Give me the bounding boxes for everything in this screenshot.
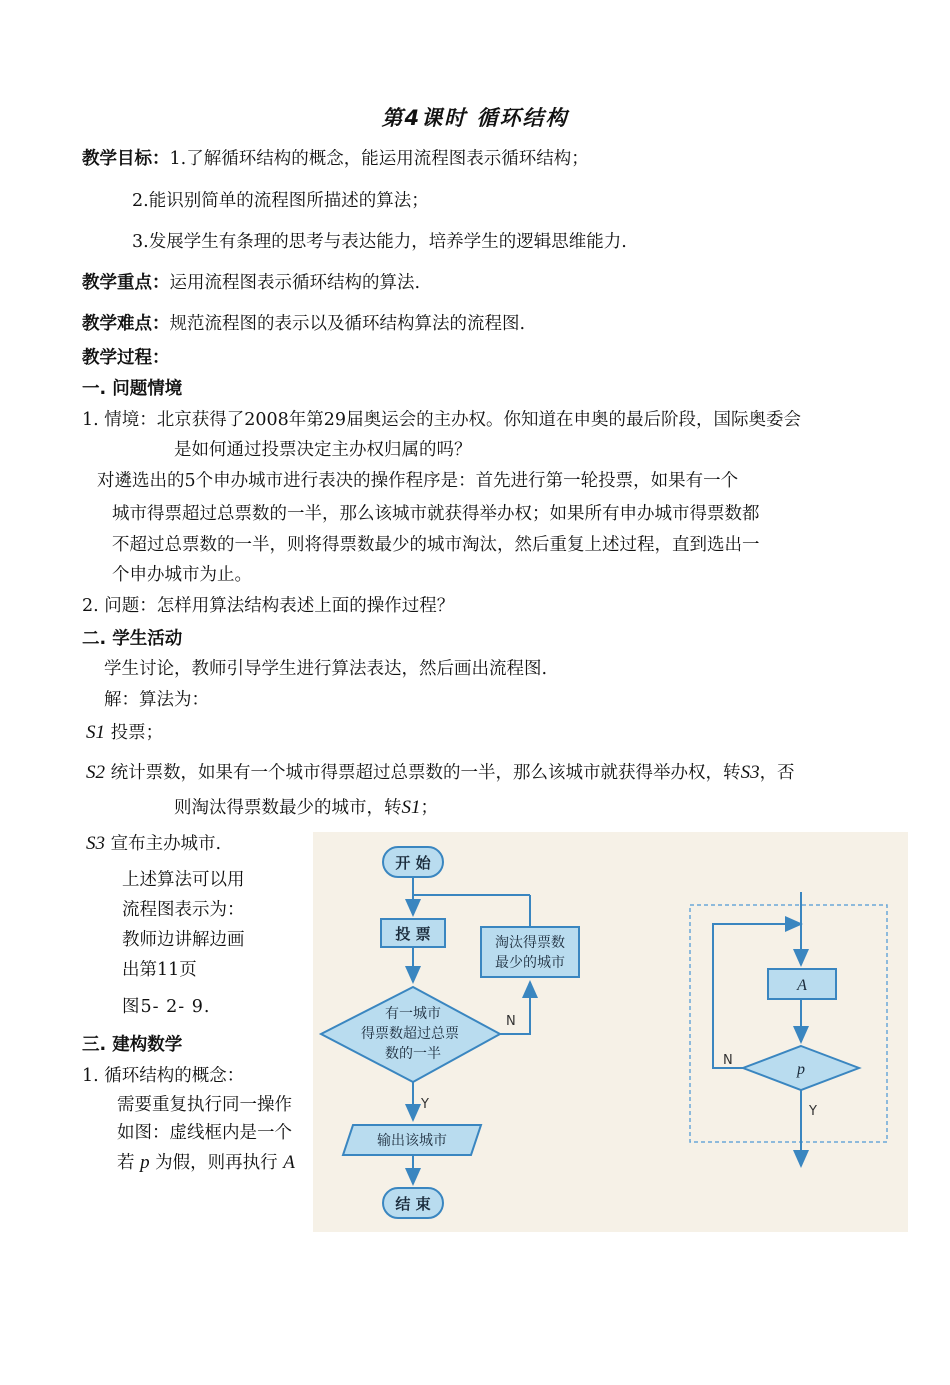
s3-para4-A: A	[283, 1152, 295, 1173]
s3-para3: 如图：虚线框内是一个	[117, 1123, 292, 1143]
process-label: 教学过程：	[82, 348, 170, 368]
s1-para2-line2: 城市得票超过总票数的一半，那么该城市就获得举办权；如果所有申办城市得票数都	[112, 504, 760, 524]
difficulty-text: 规范流程图的表示以及循环结构算法的流程图.	[169, 314, 526, 334]
step-s1	[86, 722, 163, 744]
s3-para4-p: p	[140, 1152, 150, 1173]
section3-heading: 三. 建构数学	[82, 1035, 183, 1055]
loop-cond-label: p	[797, 1061, 805, 1078]
step-s2-tail2: ；	[420, 798, 438, 818]
step-s2-line2	[174, 797, 438, 819]
key-label: 教学重点：	[82, 273, 170, 293]
side-line-2: 流程图表示为：	[122, 900, 245, 920]
s2-para2: 解：算法为：	[104, 690, 209, 710]
section2-heading: 二. 学生活动	[82, 629, 183, 649]
key-line	[82, 272, 420, 294]
s3-para1: 1. 循环结构的概念：	[82, 1066, 245, 1086]
step-s2-text2: 则淘汰得票数最少的城市，转	[174, 798, 402, 818]
goal-3: 3.发展学生有条理的思考与表达能力，培养学生的逻辑思维能力.	[132, 232, 627, 252]
key-text: 运用流程图表示循环结构的算法.	[169, 273, 421, 293]
cond-label-1: 有一城市	[385, 1006, 441, 1022]
side-line-1: 上述算法可以用	[122, 870, 245, 890]
step-s2-goto: S3	[740, 762, 760, 783]
eliminate-label-1: 淘汰得票数	[495, 935, 565, 951]
step-s3	[86, 833, 221, 855]
yes-label: Y	[421, 1097, 429, 1112]
step-s2-tail: ，否	[759, 763, 795, 783]
goals-line-1	[82, 148, 589, 170]
difficulty-label: 教学难点：	[82, 314, 170, 334]
loop-box-label: A	[797, 977, 807, 994]
side-line-5: 图5- 2- 9.	[122, 997, 211, 1017]
s1-para1-line1: 1. 情境：北京获得了2008年第29届奥运会的主办权。你知道在申奥的最后阶段，国际奥委会	[82, 410, 802, 430]
step-s3-tag: S3	[86, 833, 105, 854]
vote-label: 投 票	[395, 925, 431, 943]
s1-para2-line1: 对遴选出的5个申办城市进行表决的操作程序是：首先进行第一轮投票，如果有一个	[97, 471, 739, 491]
loop-yes-label: Y	[809, 1104, 817, 1119]
end-label: 结 束	[395, 1195, 431, 1213]
cond-label-3: 数的一半	[385, 1046, 441, 1062]
goals-label: 教学目标：	[82, 149, 170, 169]
step-s1-text: 投票；	[105, 723, 164, 743]
step-s3-text: 宣布主办城市.	[105, 834, 222, 854]
loop-no-label: N	[723, 1053, 733, 1068]
output-label: 输出该城市	[377, 1133, 447, 1149]
no-label: N	[506, 1014, 516, 1029]
s1-question: 2. 问题：怎样用算法结构表述上面的操作过程？	[82, 596, 455, 616]
eliminate-label-2: 最少的城市	[495, 955, 565, 971]
side-line-4: 出第11页	[122, 960, 197, 980]
start-label: 开 始	[395, 854, 431, 872]
side-line-3: 教师边讲解边画	[122, 930, 245, 950]
s1-para1-line2: 是如何通过投票决定主办权归属的吗？	[174, 440, 472, 460]
s2-para1: 学生讨论，教师引导学生进行算法表达，然后画出流程图.	[104, 659, 548, 679]
step-s2-tag: S2	[86, 762, 105, 783]
step-s1-tag: S1	[86, 722, 105, 743]
s3-para4-b: 为假，则再执行	[149, 1153, 284, 1173]
cond-label-2: 得票数超过总票	[361, 1026, 459, 1042]
step-s2-line1	[86, 762, 795, 784]
s1-para2-line3: 不超过总票数的一半，则将得票数最少的城市淘汰，然后重复上述过程，直到选出一	[112, 535, 760, 555]
s3-para2: 需要重复执行同一操作	[117, 1095, 292, 1115]
s1-para2-line4: 个申办城市为止。	[112, 565, 252, 585]
step-s2-goto2: S1	[401, 797, 421, 818]
difficulty-line	[82, 313, 525, 335]
s3-para4-a: 若	[117, 1153, 141, 1173]
step-s2-text: 统计票数，如果有一个城市得票超过总票数的一半，那么该城市就获得举办权，转	[105, 763, 741, 783]
goal-2: 2.能识别简单的流程图所描述的算法；	[132, 191, 429, 211]
goal-1: 1.了解循环结构的概念，能运用流程图表示循环结构；	[169, 149, 589, 169]
page-title: 第4课时 循环结构	[381, 106, 569, 130]
flowchart-figure	[313, 832, 908, 1232]
s3-para4	[117, 1152, 295, 1174]
section1-heading: 一. 问题情境	[82, 379, 183, 399]
